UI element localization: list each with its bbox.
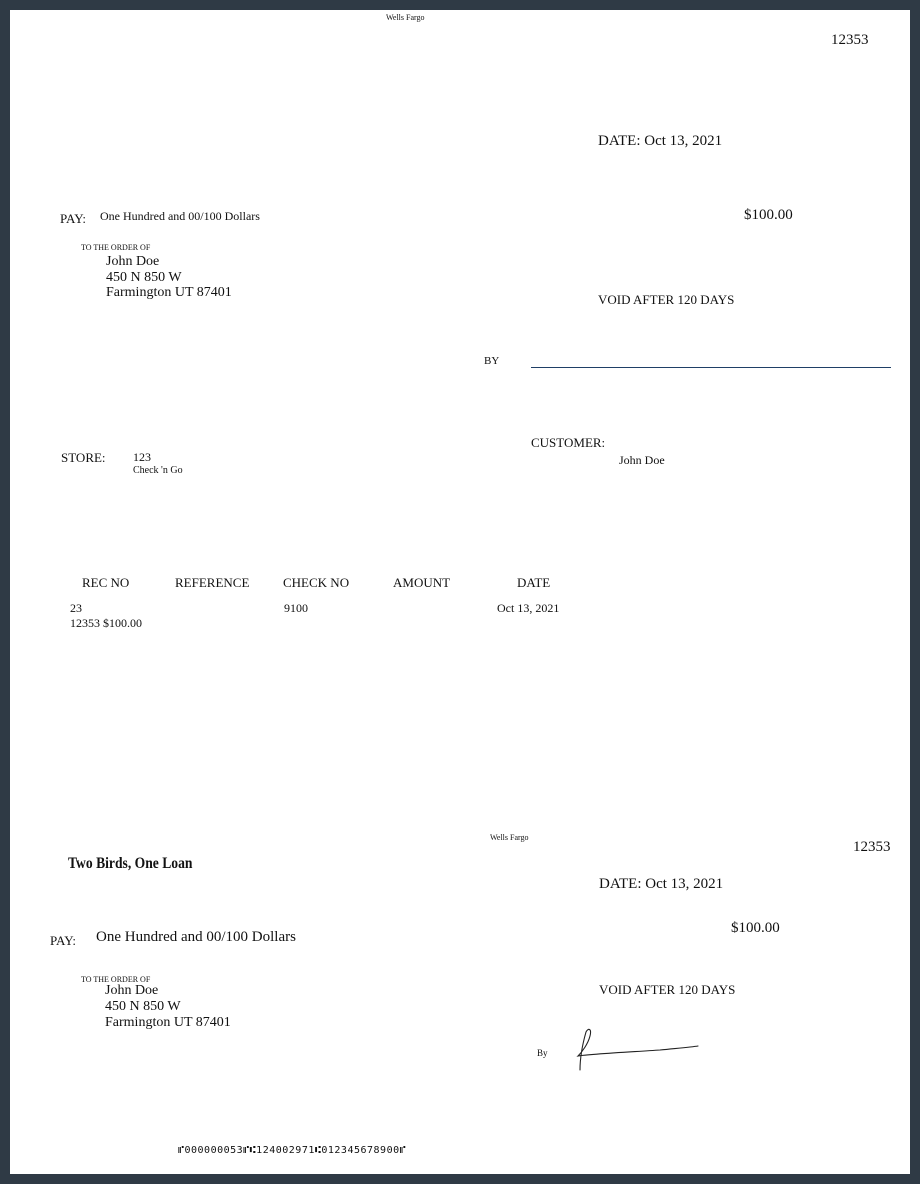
- check-document-page: [10, 10, 910, 1174]
- micr-line: ⑈000000053⑈⑆124002971⑆012345678900⑈: [178, 1145, 407, 1156]
- bottom-check-number: 12353: [853, 839, 891, 855]
- top-order-of-label: TO THE ORDER OF: [81, 243, 151, 252]
- store-name: Check 'n Go: [133, 465, 183, 476]
- top-check-date: DATE: Oct 13, 2021: [598, 133, 723, 149]
- column-header-amount: AMOUNT: [393, 575, 451, 590]
- store-label: STORE:: [61, 450, 106, 465]
- top-pay-label: PAY:: [60, 211, 87, 226]
- top-amount: $100.00: [744, 207, 793, 223]
- row-rec-no: 23: [70, 601, 82, 615]
- top-payee-address-line1: 450 N 850 W: [106, 270, 182, 285]
- bottom-order-of-label: TO THE ORDER OF: [81, 975, 151, 984]
- top-check-number: 12353: [831, 32, 869, 48]
- row-check-no: 9100: [284, 601, 308, 615]
- bottom-payee-name: John Doe: [105, 983, 159, 998]
- bottom-payee-address-line2: Farmington UT 87401: [105, 1015, 231, 1030]
- bottom-by-label: By: [537, 1048, 548, 1058]
- column-header-rec-no: REC NO: [82, 575, 130, 590]
- customer-label: CUSTOMER:: [531, 435, 606, 450]
- handwritten-signature: [570, 1024, 710, 1074]
- bottom-void-notice: VOID AFTER 120 DAYS: [599, 982, 736, 997]
- column-header-reference: REFERENCE: [175, 575, 250, 590]
- bottom-bank-name: Wells Fargo: [490, 833, 529, 842]
- row-continuation: 12353 $100.00: [70, 616, 142, 630]
- top-by-label: BY: [484, 355, 500, 367]
- column-header-date: DATE: [517, 575, 551, 590]
- signature-line: [531, 367, 891, 368]
- row-date: Oct 13, 2021: [497, 601, 560, 615]
- bottom-pay-label: PAY:: [50, 933, 77, 948]
- bottom-amount-words: One Hundred and 00/100 Dollars: [96, 929, 296, 945]
- customer-name: John Doe: [619, 453, 665, 467]
- top-payee-address-line2: Farmington UT 87401: [106, 285, 232, 300]
- top-bank-name: Wells Fargo: [386, 13, 425, 22]
- top-void-notice: VOID AFTER 120 DAYS: [598, 292, 735, 307]
- top-payee-name: John Doe: [106, 254, 160, 269]
- top-amount-words: One Hundred and 00/100 Dollars: [100, 209, 260, 223]
- bottom-amount: $100.00: [731, 920, 780, 936]
- company-name: Two Birds, One Loan: [68, 855, 193, 872]
- bottom-check-date: DATE: Oct 13, 2021: [599, 876, 724, 892]
- bottom-payee-address-line1: 450 N 850 W: [105, 999, 181, 1014]
- column-header-check-no: CHECK NO: [283, 575, 350, 590]
- store-number: 123: [133, 450, 151, 464]
